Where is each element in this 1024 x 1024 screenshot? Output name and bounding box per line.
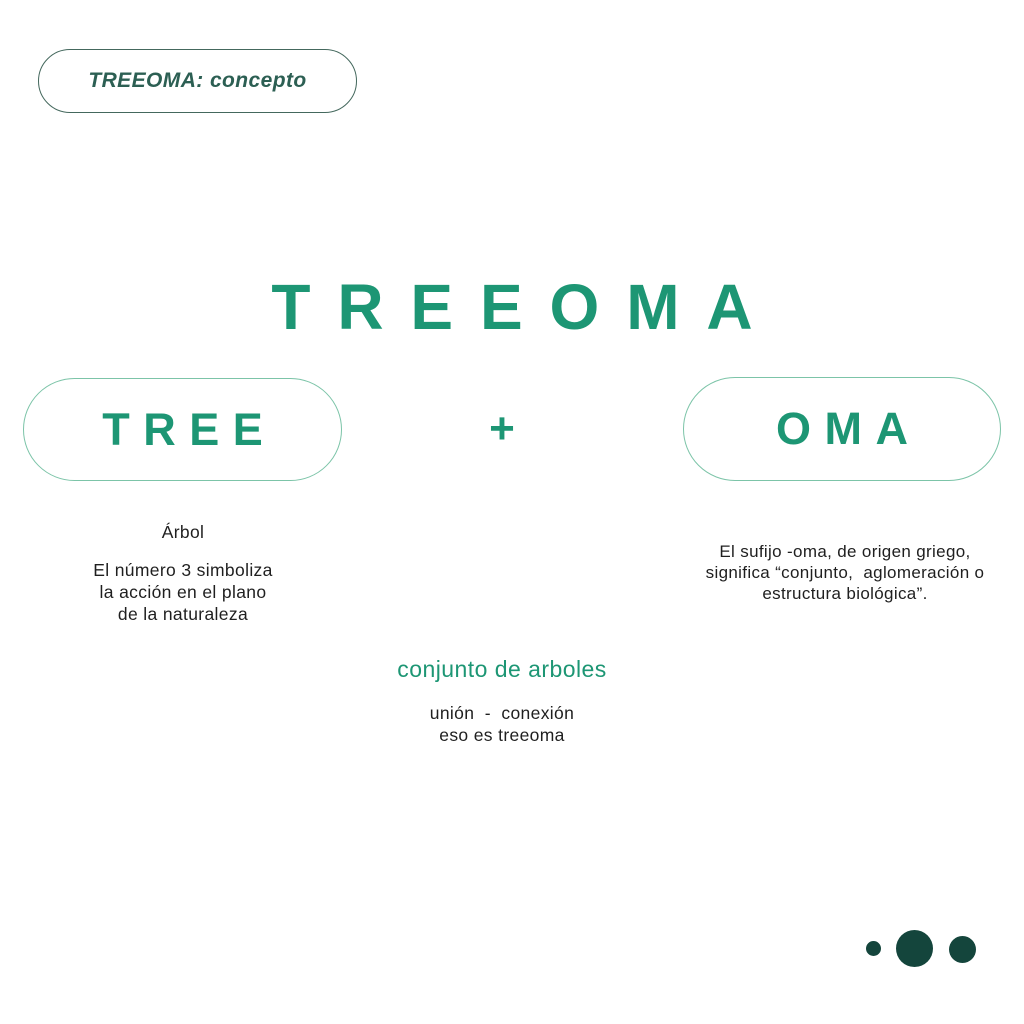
oma-note-line: El sufijo -oma, de origen griego, <box>719 542 971 561</box>
concept-badge <box>38 49 357 113</box>
tree-pill <box>23 378 342 481</box>
decorative-dot-small <box>866 941 881 956</box>
decorative-dot-medium <box>949 936 976 963</box>
meaning-line: unión - conexión <box>429 703 575 723</box>
oma-note-line: estructura biológica”. <box>762 584 928 603</box>
decorative-dot-large <box>896 930 933 967</box>
oma-pill-label: OMA <box>776 403 922 454</box>
page-title: TREEOMA <box>271 271 780 343</box>
tree-note-line: la acción en el plano <box>99 582 267 602</box>
concept-badge-label: TREEOMA: concepto <box>88 69 307 92</box>
tree-note-line: El número 3 simboliza <box>93 560 273 580</box>
meaning-headline: conjunto de arboles <box>397 656 607 682</box>
tree-note-heading: Árbol <box>161 522 205 542</box>
oma-note <box>670 541 1020 604</box>
meaning-block <box>342 656 662 746</box>
tree-note-line: de la naturaleza <box>117 604 249 624</box>
tree-pill-label: TREE <box>102 403 277 455</box>
tree-note <box>40 522 326 625</box>
oma-note-line: significa “conjunto, aglomeración o <box>705 563 985 582</box>
plus-sign: + <box>489 404 515 453</box>
oma-pill <box>683 377 1001 481</box>
meaning-line: eso es treeoma <box>439 725 565 745</box>
